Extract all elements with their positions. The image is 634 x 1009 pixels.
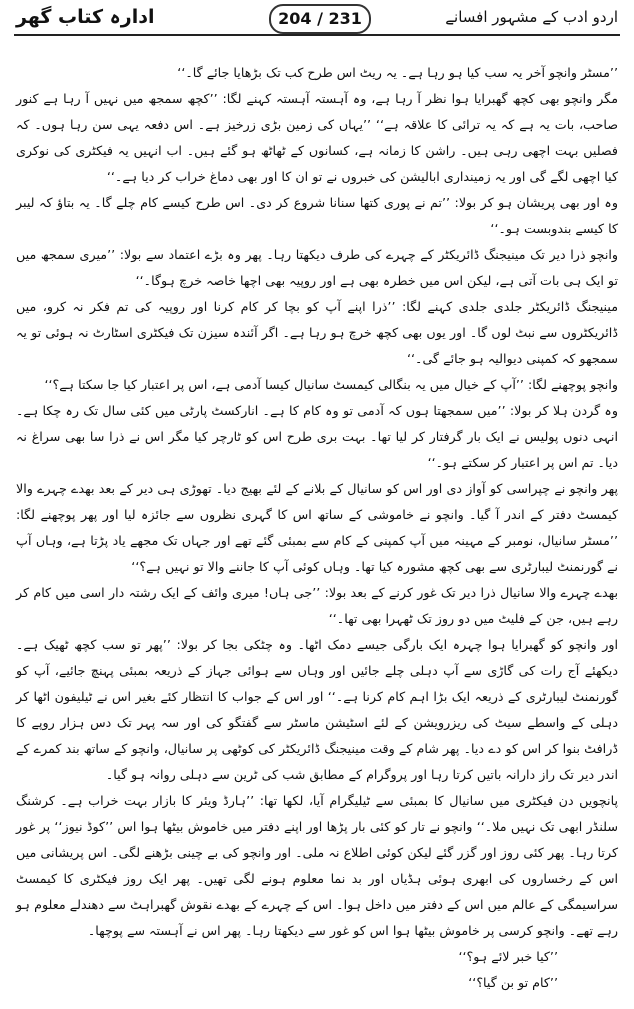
- dialogue-line: ’’کیا خبر لائے ہو؟‘‘: [458, 949, 558, 964]
- paragraph: مگر وانچو بھی کچھ گھبرایا ہوا نظر آ رہا ہے، وہ آہستہ آہستہ کہنے لگا: ’’کچھ سمجھ میں نہیں آ رہا ہے کنور صاحب، بات یہ ہے کہ یہ ترائی کا علاقہ ہے‘‘ ’’یہاں کی زمین بڑی زرخیز ہے۔ اس دفعہ یہی سن رہا ہوں۔ کہ فصلیں بہت اچھی رہی ہیں۔ راشن کا زمانہ ہے، کسانوں کے ٹھاٹھ ہو گئے ہیں۔ اب انہیں یہ فیکٹری کی نوکری کیا اچھی لگے گی اور یہ زمینداری ابالیشن کی خبروں نے تو ان کا اور بھی دماغ خراب کر دیا ہے۔‘‘: [16, 91, 618, 184]
- paragraph: وہ اور بھی پریشان ہو کر بولا: ’’تم نے پوری کتھا سنانا شروع کر دی۔ اس طرح کیسے کام چلے گا۔ یہ بتاؤ کہ لیبر کا کیسے بندوبست ہو۔‘‘: [16, 195, 618, 236]
- paragraph: ’’مسٹر وانچو آخر یہ سب کیا ہو رہا ہے۔ یہ ریٹ اس طرح کب تک بڑھایا جائے گا۔‘‘: [177, 65, 618, 80]
- page-indicator: [269, 4, 371, 34]
- paragraph: پانچویں دن فیکٹری میں سانیال کا بمبئی سے ٹیلیگرام آیا، لکھا تھا: ’’ہارڈ ویئر کا بازار بہت خراب ہے۔ کرشنگ سلنڈر ابھی تک نہیں ملا۔‘‘ وانچو نے تار کو کئی بار پڑھا اور اپنے دفتر میں خاموش بیٹھا ہوا اس ’’کوڈ نیوز‘‘ پر غور کرتا رہا۔ پھر کئی روز اور گزر گئے لیکن کوئی اطلاع نہ ملی۔ اور وانچو کی بے چینی بڑھنے لگی۔ اس پریشانی میں اس کے رخساروں کی ابھری ہوئی ہڈیاں اور بد نما معلوم ہونے لگی تھیں۔ پھر ایک روز فیکٹری کا کیمسٹ سراسیمگی کے عالم میں اس کے دفتر میں داخل ہوا۔ اس کے چہرے کے بھدے نقوش گھبراہٹ سے دھندلے معلوم ہو رہے تھے۔ وانچو کرسی پر خاموش بیٹھا ہوا اس کو غور سے دیکھتا رہا۔ پھر اس نے آہستہ سے پوچھا۔: [16, 793, 618, 938]
- paragraph: پھر وانچو نے چپراسی کو آواز دی اور اس کو سانیال کے بلانے کے لئے بھیج دیا۔ تھوڑی ہی دیر کے بعد بھدے چہرے والا کیمسٹ دفتر کے اندر آ گیا۔ وانچو نے خاموشی کے ساتھ اس کا گہری نظروں سے جائزہ لیا اور پھر پوچھنے لگا: ’’مسٹر سانیال، نومبر کے مہینہ میں آپ کمپنی کے کام سے بمبئی گئے تھے اور جہاں تک مجھے یاد پڑتا ہے، وہاں آپ نے گورنمنٹ لیبارٹری سے بھی کچھ مشورہ کیا تھا۔ وہاں کوئی آپ کا جاننے والا تو نہیں ہے؟‘‘: [16, 481, 618, 574]
- publisher-name: ادارہ کتاب گھر: [16, 6, 155, 28]
- page-header: [14, 4, 620, 36]
- paragraph: وانچو ذرا دیر تک مینیجنگ ڈائریکٹر کے چہرے کی طرف دیکھتا رہا۔ پھر وہ بڑے اعتماد سے بولا: ’’میری سمجھ میں تو ایک ہی بات آتی ہے، لیکن اس میں خطرہ بھی ہے اور روپیہ بھی اچھا خاصہ خرچ ہوگا۔‘‘: [16, 247, 618, 288]
- book-title: اردو ادب کے مشہور افسانے: [445, 8, 618, 26]
- dialogue-line: ’’کام تو بن گیا؟‘‘: [468, 975, 558, 990]
- paragraph: وہ گردن ہلا کر بولا: ’’میں سمجھتا ہوں کہ آدمی تو وہ کام کا ہے۔ انارکسٹ پارٹی میں کئی سال تک رہ چکا ہے۔ انہی دنوں پولیس نے ایک بار گرفتار کر لیا تھا۔ بہت بری طرح اس کو ٹارچر کیا مگر اس نے ذرا سا بھی سراغ نہ دیا۔ تم اس پر اعتبار کر سکتے ہو۔‘‘: [16, 403, 618, 470]
- paragraph: وانچو پوچھنے لگا: ’’آپ کے خیال میں یہ بنگالی کیمسٹ سانیال کیسا آدمی ہے، اس پر اعتبار کیا جا سکتا ہے؟‘‘: [44, 377, 618, 392]
- story-text: [16, 60, 618, 996]
- page-indicator-text: 204 / 231: [278, 9, 362, 28]
- paragraph: بھدے چہرے والا سانیال ذرا دیر تک غور کرنے کے بعد بولا: ’’جی ہاں! میری وائف کے ایک رشتہ دار اسی میں کام کر رہے ہیں، جن کے فلیٹ میں دو روز تک ٹھہرا بھی تھا۔‘‘: [16, 585, 618, 626]
- paragraph: مینیجنگ ڈائریکٹر جلدی جلدی کہنے لگا: ’’ذرا اپنے آپ کو بچا کر کام کرنا اور روپیہ کی تم فکر نہ کرو، میں ڈائریکٹروں سے نبٹ لوں گا۔ اور یوں بھی کچھ خرچ ہو رہا ہے۔ اگر آئندہ سیزن تک فیکٹری اسٹارٹ نہ ہوئی تو یہ سمجھو کہ کمپنی دیوالیہ ہو جائے گی۔‘‘: [16, 299, 618, 366]
- paragraph: اور وانچو کو گھبرایا ہوا چہرہ ایک بارگی جیسے دمک اٹھا۔ وہ چٹکی بجا کر بولا: ’’پھر تو سب کچھ ٹھیک ہے۔ دیکھئے آج رات کی گاڑی سے آپ دہلی چلے جائیں اور وہاں سے ہوائی جہاز کے ذریعہ بمبئی پہنچ جائیے، آپ کو گورنمنٹ لیبارٹری کے ذریعہ ایک بڑا اہم کام کرنا ہے۔‘‘ اور اس کے جواب کا انتظار کئے بغیر اس نے ٹیلیفون اٹھا کر دہلی کے واسطے سیٹ کی ریزرویشن کے لئے اسٹیشن ماسٹر سے گفتگو کی اور سہ پہر تک دس ہزار روپے کا ڈرافٹ بنوا کر اس کو دے دیا۔ پھر شام کے وقت مینیجنگ ڈائریکٹر کی کوٹھی پر سانیال، وانچو کے ساتھ بند کمرے کے اندر دیر تک راز دارانہ باتیں کرتا رہا اور پروگرام کے مطابق شب کی ٹرین سے دہلی روانہ ہو گیا۔: [16, 637, 618, 782]
